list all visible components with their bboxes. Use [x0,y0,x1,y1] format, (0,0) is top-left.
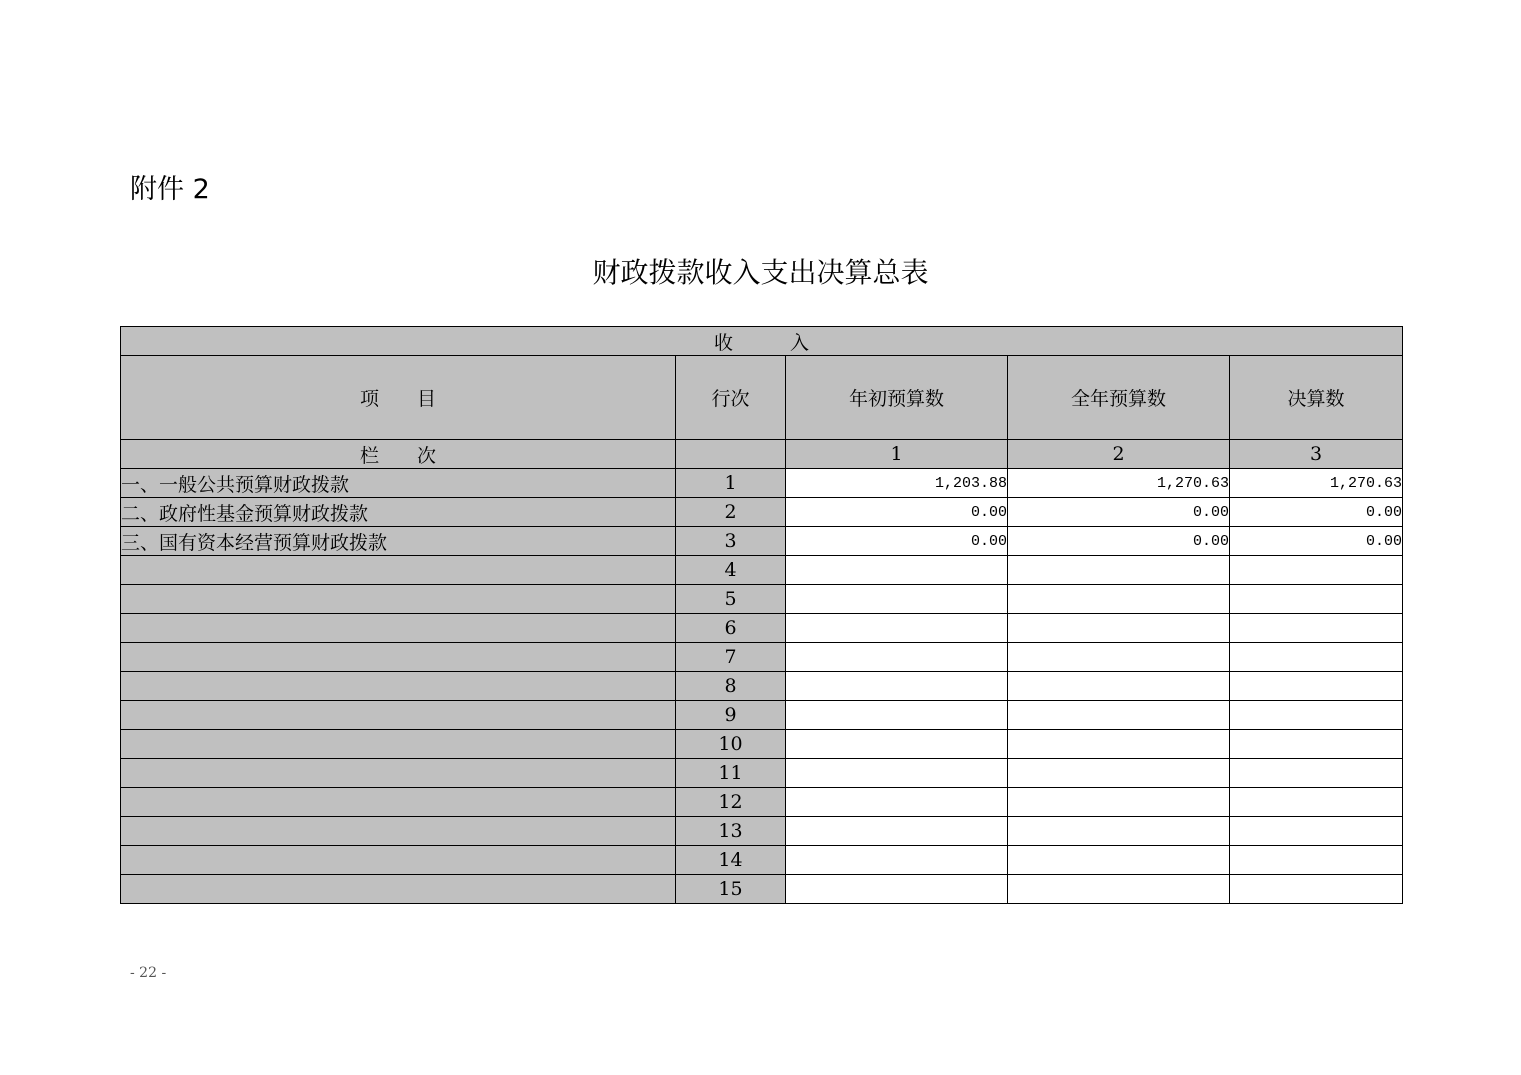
table-row [121,846,1403,875]
cell-final-accounts [1230,730,1403,759]
row-number: 8 [676,672,786,701]
column-header-full-year-budget: 全年预算数 [1008,356,1230,440]
column-header-final-accounts: 决算数 [1230,356,1403,440]
table-row [121,759,1403,788]
cell-initial-budget [786,585,1008,614]
cell-full-year-budget [1008,585,1230,614]
cell-initial-budget [786,643,1008,672]
column-header-row [121,356,1403,440]
table-row [121,469,1403,498]
fiscal-appropriation-table [120,326,1403,904]
row-number: 14 [676,846,786,875]
cell-full-year-budget: 0.00 [1008,527,1230,556]
cell-initial-budget: 1,203.88 [786,469,1008,498]
row-item-label [121,730,676,759]
row-item-label [121,701,676,730]
row-number: 4 [676,556,786,585]
row-item-label [121,759,676,788]
cell-initial-budget [786,846,1008,875]
cell-full-year-budget [1008,701,1230,730]
cell-full-year-budget [1008,759,1230,788]
table-row [121,701,1403,730]
row-item-label [121,672,676,701]
cell-initial-budget [786,672,1008,701]
column-index-3: 3 [1230,440,1403,469]
section-header-income: 收 入 [121,327,1403,356]
cell-initial-budget [786,701,1008,730]
table-row [121,730,1403,759]
cell-final-accounts [1230,614,1403,643]
row-item-label [121,585,676,614]
row-item-label: 一、一般公共预算财政拨款 [121,469,676,498]
column-header-initial-budget: 年初预算数 [786,356,1008,440]
cell-final-accounts [1230,585,1403,614]
row-item-label [121,643,676,672]
cell-final-accounts [1230,875,1403,904]
cell-initial-budget [786,556,1008,585]
row-item-label [121,846,676,875]
cell-full-year-budget: 0.00 [1008,498,1230,527]
table-row [121,556,1403,585]
cell-full-year-budget: 1,270.63 [1008,469,1230,498]
table-title: 财政拨款收入支出决算总表 [592,256,929,289]
cell-full-year-budget [1008,643,1230,672]
cell-full-year-budget [1008,846,1230,875]
row-number: 7 [676,643,786,672]
table-header [121,327,1403,469]
cell-initial-budget [786,759,1008,788]
cell-final-accounts [1230,817,1403,846]
row-number: 9 [676,701,786,730]
cell-final-accounts [1230,759,1403,788]
cell-initial-budget [786,817,1008,846]
cell-final-accounts [1230,701,1403,730]
cell-final-accounts [1230,643,1403,672]
row-number: 3 [676,527,786,556]
cell-initial-budget [786,875,1008,904]
column-header-row-number: 行次 [676,356,786,440]
section-header-row [121,327,1403,356]
table-body [121,469,1403,904]
table-row [121,817,1403,846]
table-row [121,498,1403,527]
row-number: 11 [676,759,786,788]
row-item-label [121,788,676,817]
cell-full-year-budget [1008,614,1230,643]
cell-full-year-budget [1008,556,1230,585]
row-item-label [121,556,676,585]
cell-full-year-budget [1008,730,1230,759]
column-index-row-number [676,440,786,469]
cell-initial-budget [786,614,1008,643]
cell-full-year-budget [1008,788,1230,817]
cell-final-accounts [1230,556,1403,585]
row-number: 12 [676,788,786,817]
row-item-label [121,614,676,643]
row-number: 1 [676,469,786,498]
table-row [121,527,1403,556]
row-number: 6 [676,614,786,643]
cell-final-accounts: 0.00 [1230,498,1403,527]
column-header-item: 项 目 [121,356,676,440]
row-number: 5 [676,585,786,614]
cell-final-accounts [1230,846,1403,875]
column-index-1: 1 [786,440,1008,469]
table-row [121,788,1403,817]
table-row [121,585,1403,614]
row-item-label: 二、政府性基金预算财政拨款 [121,498,676,527]
row-item-label [121,817,676,846]
cell-initial-budget [786,788,1008,817]
row-number: 10 [676,730,786,759]
table-row [121,643,1403,672]
table-row [121,614,1403,643]
cell-final-accounts: 0.00 [1230,527,1403,556]
cell-initial-budget [786,730,1008,759]
table-row [121,672,1403,701]
cell-full-year-budget [1008,817,1230,846]
row-item-label: 三、国有资本经营预算财政拨款 [121,527,676,556]
cell-full-year-budget [1008,672,1230,701]
row-item-label [121,875,676,904]
cell-initial-budget: 0.00 [786,498,1008,527]
cell-final-accounts [1230,788,1403,817]
column-index-label: 栏 次 [121,440,676,469]
page-number: - 22 - [130,965,167,981]
row-number: 13 [676,817,786,846]
cell-final-accounts: 1,270.63 [1230,469,1403,498]
row-number: 2 [676,498,786,527]
column-index-2: 2 [1008,440,1230,469]
cell-full-year-budget [1008,875,1230,904]
column-index-row [121,440,1403,469]
row-number: 15 [676,875,786,904]
table-row [121,875,1403,904]
cell-final-accounts [1230,672,1403,701]
cell-initial-budget: 0.00 [786,527,1008,556]
attachment-label: 附件 2 [130,174,210,205]
